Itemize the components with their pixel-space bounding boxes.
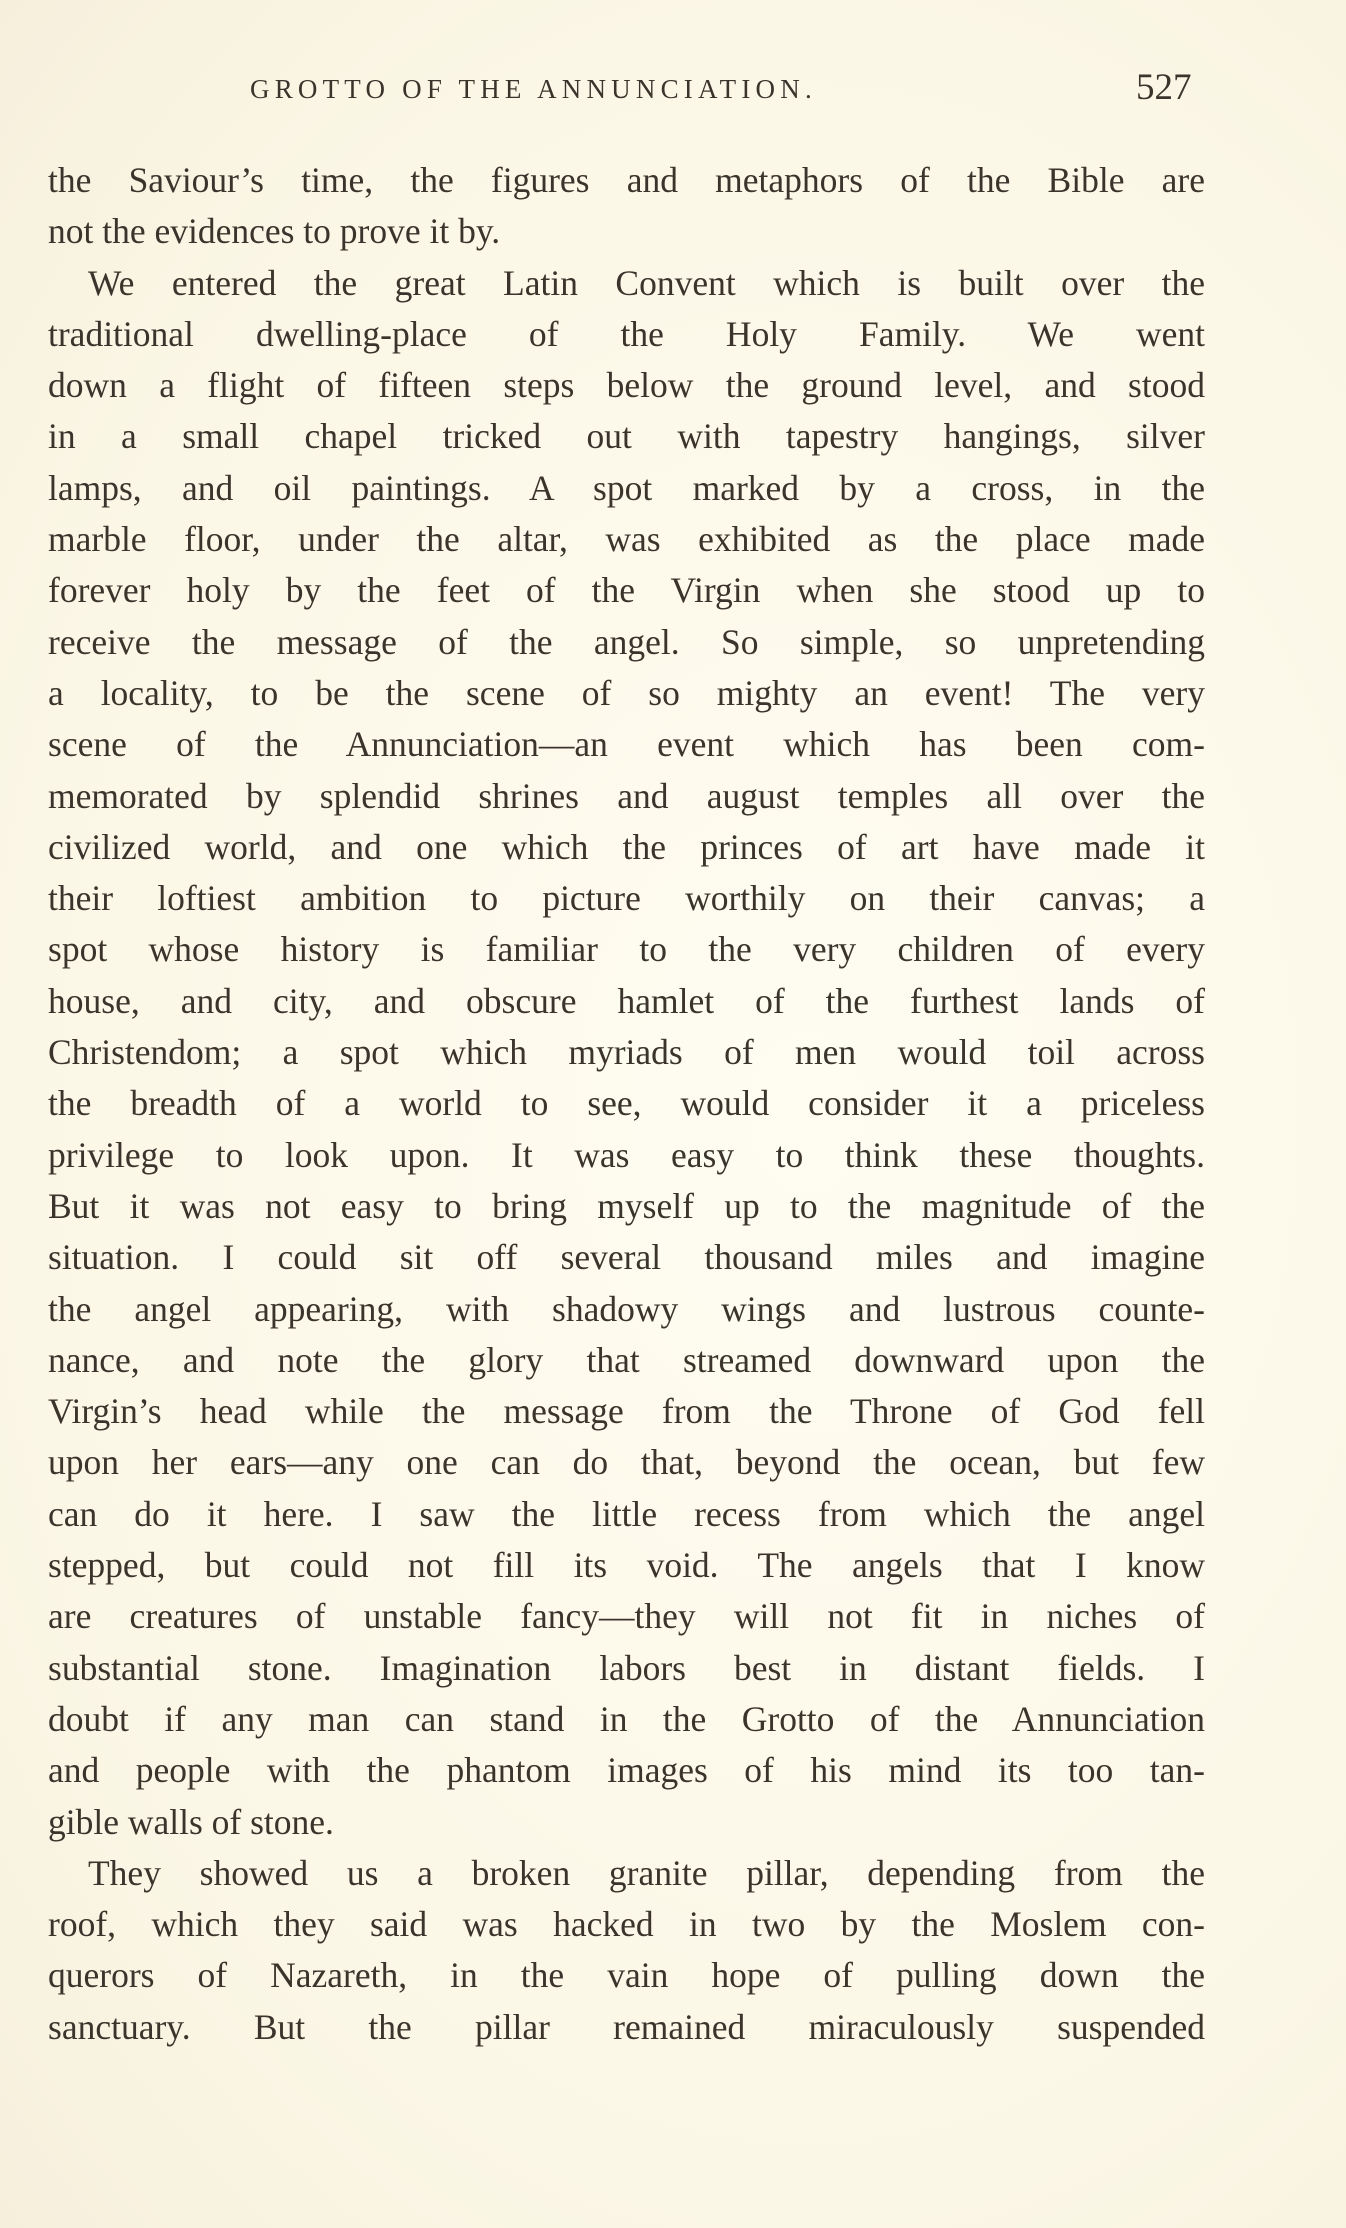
text-line: civilized world, and one which the princes of art have made it: [48, 826, 1205, 867]
text-line: the Saviour’s time, the figures and metaphors of the Bible are: [48, 160, 1205, 200]
page-number: 527: [1136, 67, 1192, 108]
body-text: [48, 155, 1205, 2053]
text-line: receive the message of the angel. So simple, so unpretending: [48, 621, 1205, 662]
text-line: spot whose history is familiar to the very children of every: [48, 929, 1205, 970]
text-line: But it was not easy to bring myself up to the magnitude of the: [48, 1185, 1205, 1226]
text-line: lamps, and oil paintings. A spot marked by a cross, in the: [48, 467, 1205, 508]
text-line: roof, which they said was hacked in two by the Moslem con-: [48, 1904, 1205, 1945]
text-line: in a small chapel tricked out with tapestry hangings, silver: [48, 416, 1205, 457]
text-line: a locality, to be the scene of so mighty an event! The very: [48, 672, 1205, 713]
text-line: the angel appearing, with shadowy wings and lustrous counte-: [48, 1288, 1205, 1329]
text-line: forever holy by the feet of the Virgin when she stood up to: [48, 570, 1205, 611]
text-line: upon her ears—any one can do that, beyond the ocean, but few: [48, 1442, 1205, 1483]
text-line: house, and city, and obscure hamlet of the furthest lands of: [48, 980, 1205, 1021]
text-line: are creatures of unstable fancy—they will not fit in niches of: [48, 1596, 1205, 1637]
text-line: and people with the phantom images of his mind its too tan-: [48, 1750, 1205, 1791]
text-line: privilege to look upon. It was easy to think these thoughts.: [48, 1134, 1205, 1175]
text-line: memorated by splendid shrines and august temples all over the: [48, 775, 1205, 816]
text-line: marble floor, under the altar, was exhibited as the place made: [48, 519, 1205, 560]
text-line: querors of Nazareth, in the vain hope of pulling down the: [48, 1955, 1205, 1996]
text-line: gible walls of stone.: [48, 1801, 334, 1842]
text-line: They showed us a broken granite pillar, depending from the: [88, 1852, 1205, 1893]
text-line: scene of the Annunciation—an event which has been com-: [48, 724, 1205, 765]
text-line: doubt if any man can stand in the Grotto of the Annunciation: [48, 1698, 1205, 1739]
running-title: GROTTO OF THE ANNUNCIATION.: [250, 74, 817, 104]
text-line: can do it here. I saw the little recess from which the angel: [48, 1493, 1205, 1534]
text-line: stepped, but could not fill its void. The angels that I know: [48, 1545, 1205, 1586]
text-line: traditional dwelling-place of the Holy Family. We went: [48, 313, 1205, 354]
text-line: not the evidences to prove it by.: [48, 211, 501, 252]
text-line: We entered the great Latin Convent which is built over the: [88, 262, 1205, 303]
text-line: situation. I could sit off several thousand miles and imagine: [48, 1237, 1205, 1278]
text-line: nance, and note the glory that streamed downward upon the: [48, 1339, 1205, 1380]
text-line: Christendom; a spot which myriads of men would toil across: [48, 1032, 1205, 1073]
text-line: their loftiest ambition to picture worthily on their canvas; a: [48, 878, 1205, 919]
text-line: substantial stone. Imagination labors best in distant fields. I: [48, 1647, 1205, 1688]
text-line: down a flight of fifteen steps below the ground level, and stood: [48, 365, 1205, 406]
text-line: sanctuary. But the pillar remained miraculously suspended: [48, 2006, 1205, 2047]
text-line: Virgin’s head while the message from the Throne of God fell: [48, 1391, 1205, 1432]
text-line: the breadth of a world to see, would consider it a priceless: [48, 1083, 1205, 1124]
